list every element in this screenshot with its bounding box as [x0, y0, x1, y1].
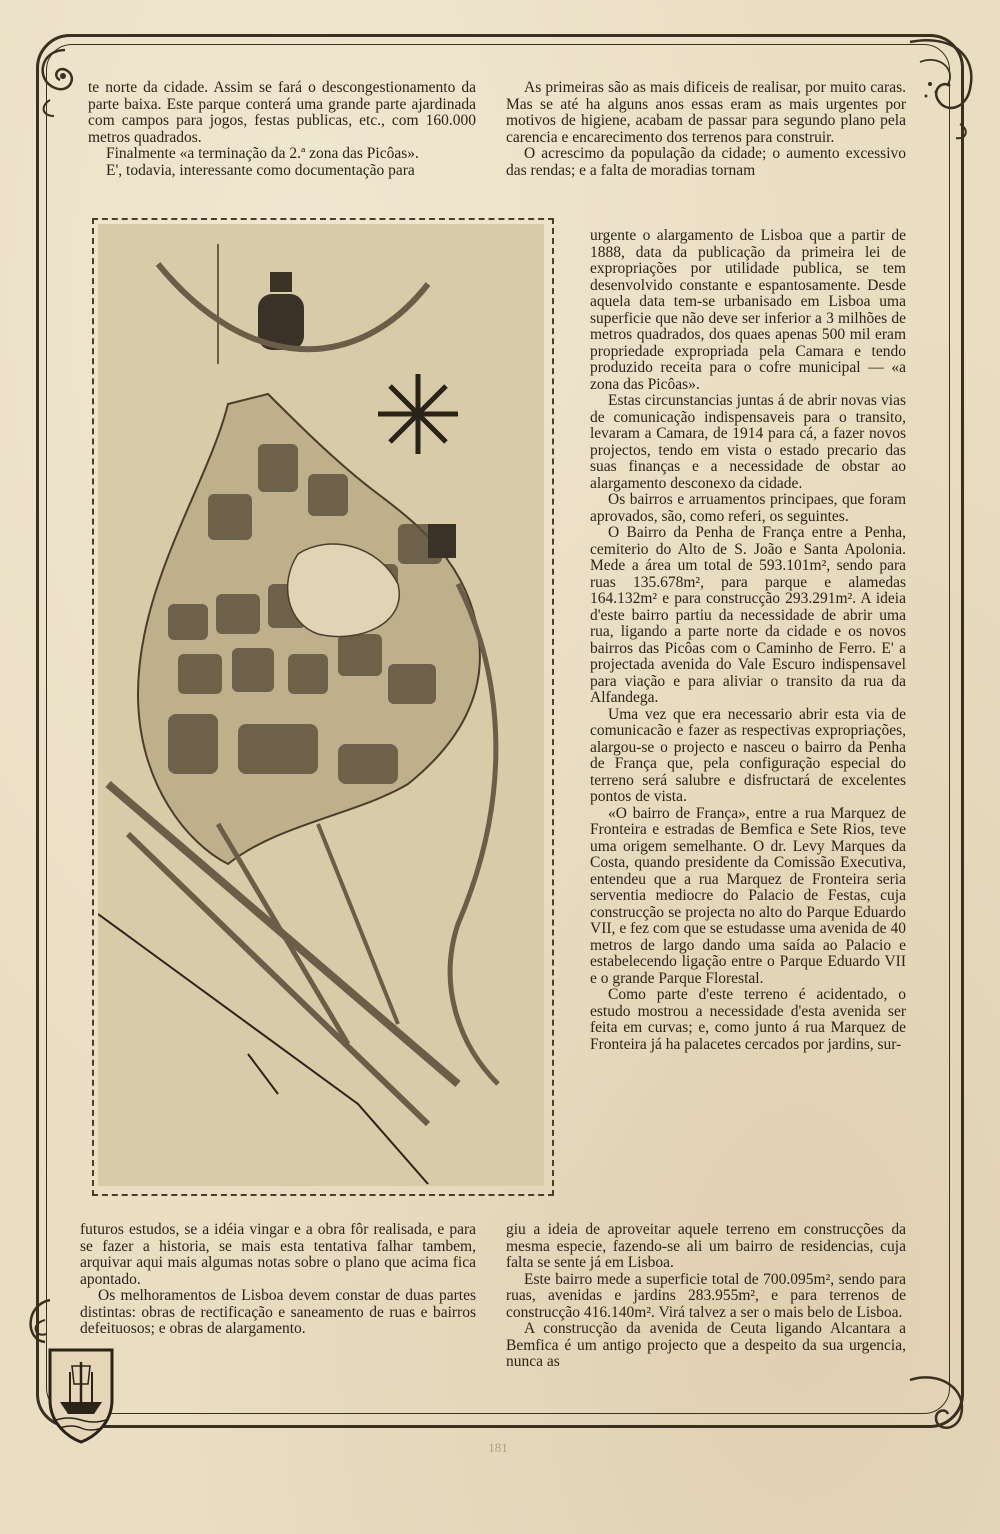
paragraph: A construcção da avenida de Ceuta ligando Alcantara a Bemfica é um antigo projecto que a despeito da sua urgencia, nunca as: [506, 1320, 906, 1370]
paragraph: As primeiras são as mais dificeis de realisar, por muito caras. Mas se até ha alguns anos essas eram as mais urgentes por motivos de higiene, acabam de passar para segundo plano pela carencia e encarecimento dos terrenos para construir.: [506, 79, 906, 146]
paragraph: urgente o alargamento de Lisboa que a partir de 1888, data da publicação da primeira lei de expropriações por utilidade publica, se tem desenvolvido constante e espantosamente. Desde aquela data tem-se urbanisado em Lisboa uma superficie que não deve ser inferior a 3 milhões de metros quadrados, dos quaes apenas 500 mil eram propriedade expropriada pela Camara e tendo produzido receita para o cofre municipal — «a zona das Picôas».: [590, 227, 906, 393]
paragraph: Uma vez que era necessario abrir esta via de comunicacão e fazer as respectivas expropriações, alargou-se o projecto e nasceu o bairro da Penha de França que, pela configuração especial do terreno será salubre e disfructará de excelentes pontos de vista.: [590, 705, 906, 805]
left-column-top-text: [88, 80, 476, 179]
right-column-mid-text: [590, 228, 906, 1053]
paragraph: O acrescimo da população da cidade; o aumento excessivo das rendas; e a falta de moradias tornam: [506, 145, 906, 179]
paragraph: Este bairro mede a superficie total de 700.095m², sendo para ruas, avenidas e jardins 283.955m², e para terrenos de construcção 416.140m². Virá talvez a ser o mais belo de Lisboa.: [506, 1270, 906, 1321]
paragraph: futuros estudos, se a idéia vingar e a obra fôr realisada, e para se fazer a historia, se mais esta tentativa falhar tambem, arquivar aqui mais algumas notas sobre o plano que acima fica apontado.: [80, 1221, 476, 1288]
paragraph: giu a ideia de aproveitar aquele terreno em construcções da mesma especie, fazendo-se ali um bairro de residencias, cuja falta se sente já em Lisboa.: [506, 1221, 906, 1271]
paragraph: te norte da cidade. Assim se fará o descongestionamento da parte baixa. Este parque conterá uma grande parte ajardinada com campos para jogos, festas publicas, etc., com 160.000 metros quadrados.: [88, 79, 476, 146]
paragraph: «O bairro de França», entre a rua Marquez de Fronteira e estradas de Bemfica e Sete Rios, teve uma origem semelhante. O dr. Levy Marques da Costa, quando presidente da Comissão Executiva, entendeu que a rua Marquez de Fronteira seria serventia mediocre do Palacio de Festas, cuja construcção se projecta no alto do Parque Eduardo VII, e fez com que se estudasse uma avenida de 40 metros de largo dando uma saída ao Palacio e estabelecendo ligação entre o Parque Eduardo VII e o grande Parque Florestal.: [590, 804, 906, 987]
paragraph: Estas circunstancias juntas á de abrir novas vias de comunicação indispensaveis para o transito, levaram a Camara, de 1914 para cá, a fazer novos projectos, tendo em vista o estado precario das suas finanças e a necessidade de obstar ao alargamento desconexo da cidade.: [590, 392, 906, 492]
right-column-top-text: [506, 80, 906, 179]
paragraph: Os melhoramentos de Lisboa devem constar de duas partes distintas: obras de rectificação e saneamento de ruas e bairros defeituosos; e obras de alargamento.: [80, 1287, 476, 1337]
corner-scroll-ornament-bottom-right: [900, 1360, 980, 1440]
left-column-bottom-text: [80, 1222, 476, 1338]
paragraph: Os bairros e arruamentos principaes, que foram aprovados, são, como referi, os seguintes.: [590, 491, 906, 525]
page-number: 181: [488, 1440, 508, 1455]
city-plan-map-illustration: [98, 224, 544, 1186]
paragraph: Como parte d'este terreno é acidentado, o estudo mostrou a necessidade d'esta avenida ser feita em curvas; e, como junto á rua Marquez de Fronteira já ha palacetes cercados por jardins, sur-: [590, 986, 906, 1053]
paragraph: O Bairro da Penha de França entre a Penha, cemiterio do Alto de S. João e Santa Apolonia. Mede a área um total de 593.101m², sendo para ruas 135.678m², para parque e alamedas 164.132m² e para construcção 293.291m². A ideia d'este bairro partiu da necessidade de abrir uma rua, ligando a parte norte da cidade e os novos bairros das Picôas com o Caminho de Ferro. E' a projectada avenida do Vale Escuro indispensavel para viação e para aliviar o transito da rua da Alfandega.: [590, 524, 906, 706]
paragraph: E', todavia, interessante como documentação para: [106, 161, 415, 179]
right-column-bottom-text: [506, 1222, 906, 1371]
paragraph: Finalmente «a terminação da 2.ª zona das Picôas».: [106, 145, 419, 162]
